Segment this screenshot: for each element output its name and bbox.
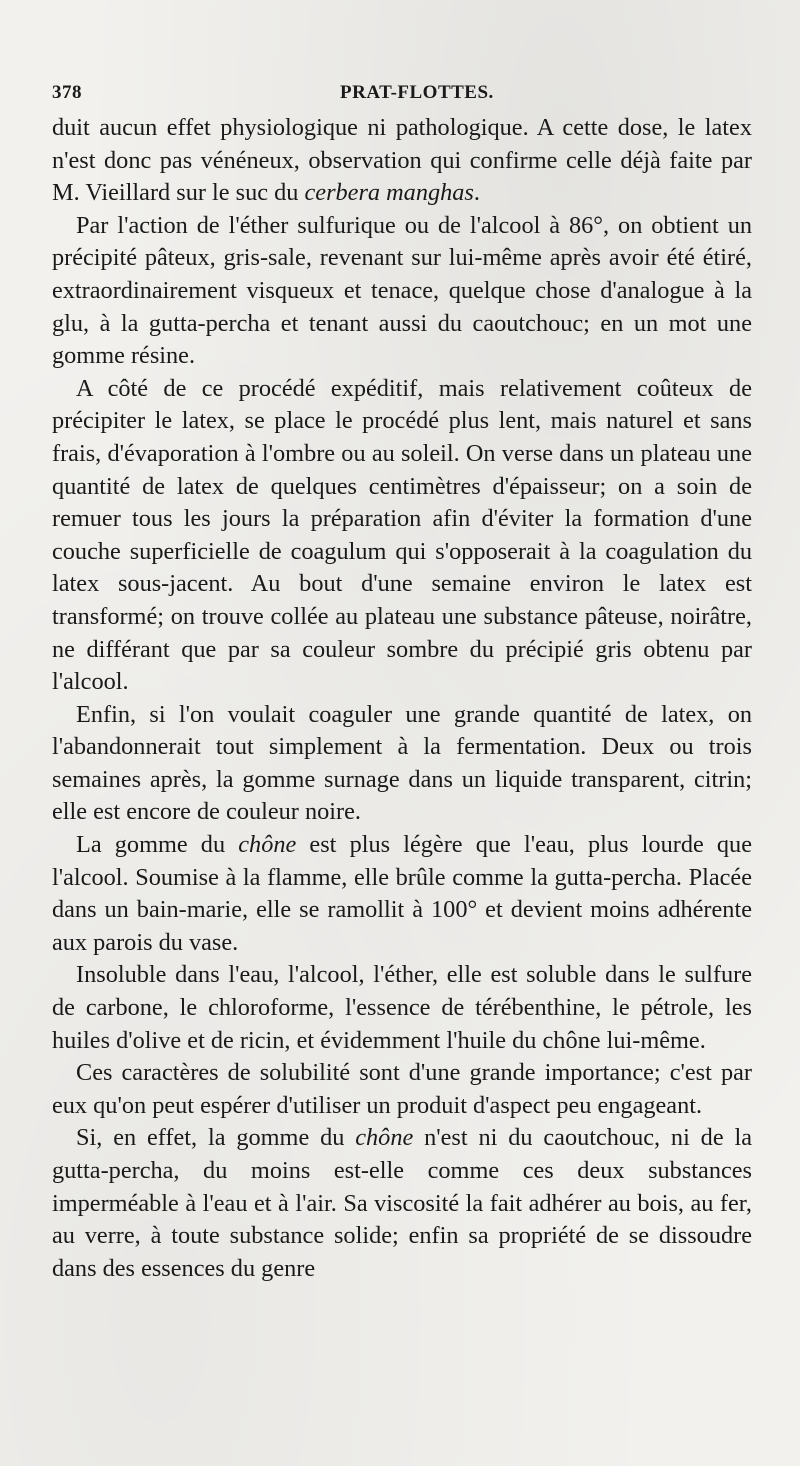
paragraph (52, 112, 752, 210)
italic-term: chône (355, 1124, 414, 1152)
paragraph (52, 1122, 752, 1285)
text-run: Si, en effet, la gomme du (76, 1124, 356, 1152)
text-run: Insoluble dans l'eau, l'alcool, l'éther, elle est soluble dans le sulfure de carbone, le chloroforme, l'essence de térébenthine, le pétrole, les huiles d'olive et de ricin, et évidemment l'huile du chône lui-même. (52, 961, 752, 1054)
text-run: . (473, 179, 480, 207)
text-run: Par l'action de l'éther sulfurique ou de l'alcool à 86°, on obtient un précipité pâteux, gris-sale, revenant sur lui-même après avoir été étiré, extraordinairement visqueux et tenace, quelque chose d'analogue à la glu, à la gutta-percha et tenant aussi du caoutchouc; en un mot une gomme résine. (52, 211, 752, 370)
text-run: duit aucun effet physiologique ni pathologique. A cette dose, le latex n'est donc pas vénéneux, observation qui confirme celle déjà faite par M. Vieillard sur le suc du (52, 114, 752, 207)
text-run: La gomme du (76, 831, 239, 859)
paragraph (52, 210, 752, 373)
paragraph (52, 1057, 752, 1122)
text-run: n'est ni du caoutchouc, ni de la gutta-percha, du moins est-elle comme ces deux substances imperméable à l'eau et à l'air. Sa viscosité la fait adhérer au bois, au fer, au verre, à toute substance solide; enfin sa propriété de se dissoudre dans des essences du genre (52, 1124, 752, 1282)
italic-term: cerbera manghas (304, 179, 474, 207)
running-head (52, 78, 752, 108)
paragraph (52, 699, 752, 829)
body-text (52, 112, 752, 1285)
text-run: A côté de ce procédé expéditif, mais relativement coûteux de précipiter le latex, se place le procédé plus lent, mais naturel et sans frais, d'évaporation à l'ombre ou au soleil. On verse dans un plateau une quantité de latex de quelques centimètres d'épaisseur; on a soin de remuer tous les jours la préparation afin d'éviter la formation d'une couche superficielle de coagulum qui s'opposerait à la coagulation du latex sous-jacent. Au bout d'une semaine environ le latex est transformé; on trouve collée au plateau une substance pâteuse, noirâtre, ne différant que par sa couleur sombre du précipié gris obtenu par l'alcool. (52, 374, 752, 696)
paragraph (52, 959, 752, 1057)
book-page (52, 78, 752, 1285)
running-title: PRAT-FLOTTES. (340, 82, 494, 103)
paragraph (52, 373, 752, 699)
text-run: est plus légère que l'eau, plus lourde que l'alcool. Soumise à la flamme, elle brûle comme la gutta-percha. Placée dans un bain-marie, elle se ramollit à 100° et devient moins adhérente aux parois du vase. (52, 831, 752, 956)
paragraph (52, 829, 752, 959)
text-run: Enfin, si l'on voulait coaguler une grande quantité de latex, on l'abandonnerait tout simplement à la fermentation. Deux ou trois semaines après, la gomme surnage dans un liquide transparent, citrin; elle est encore de couleur noire. (52, 700, 752, 826)
page-number: 378 (52, 82, 82, 103)
italic-term: chône (238, 831, 297, 859)
text-run: Ces caractères de solubilité sont d'une grande importance; c'est par eux qu'on peut espérer d'utiliser un produit d'aspect peu engageant. (52, 1059, 752, 1119)
